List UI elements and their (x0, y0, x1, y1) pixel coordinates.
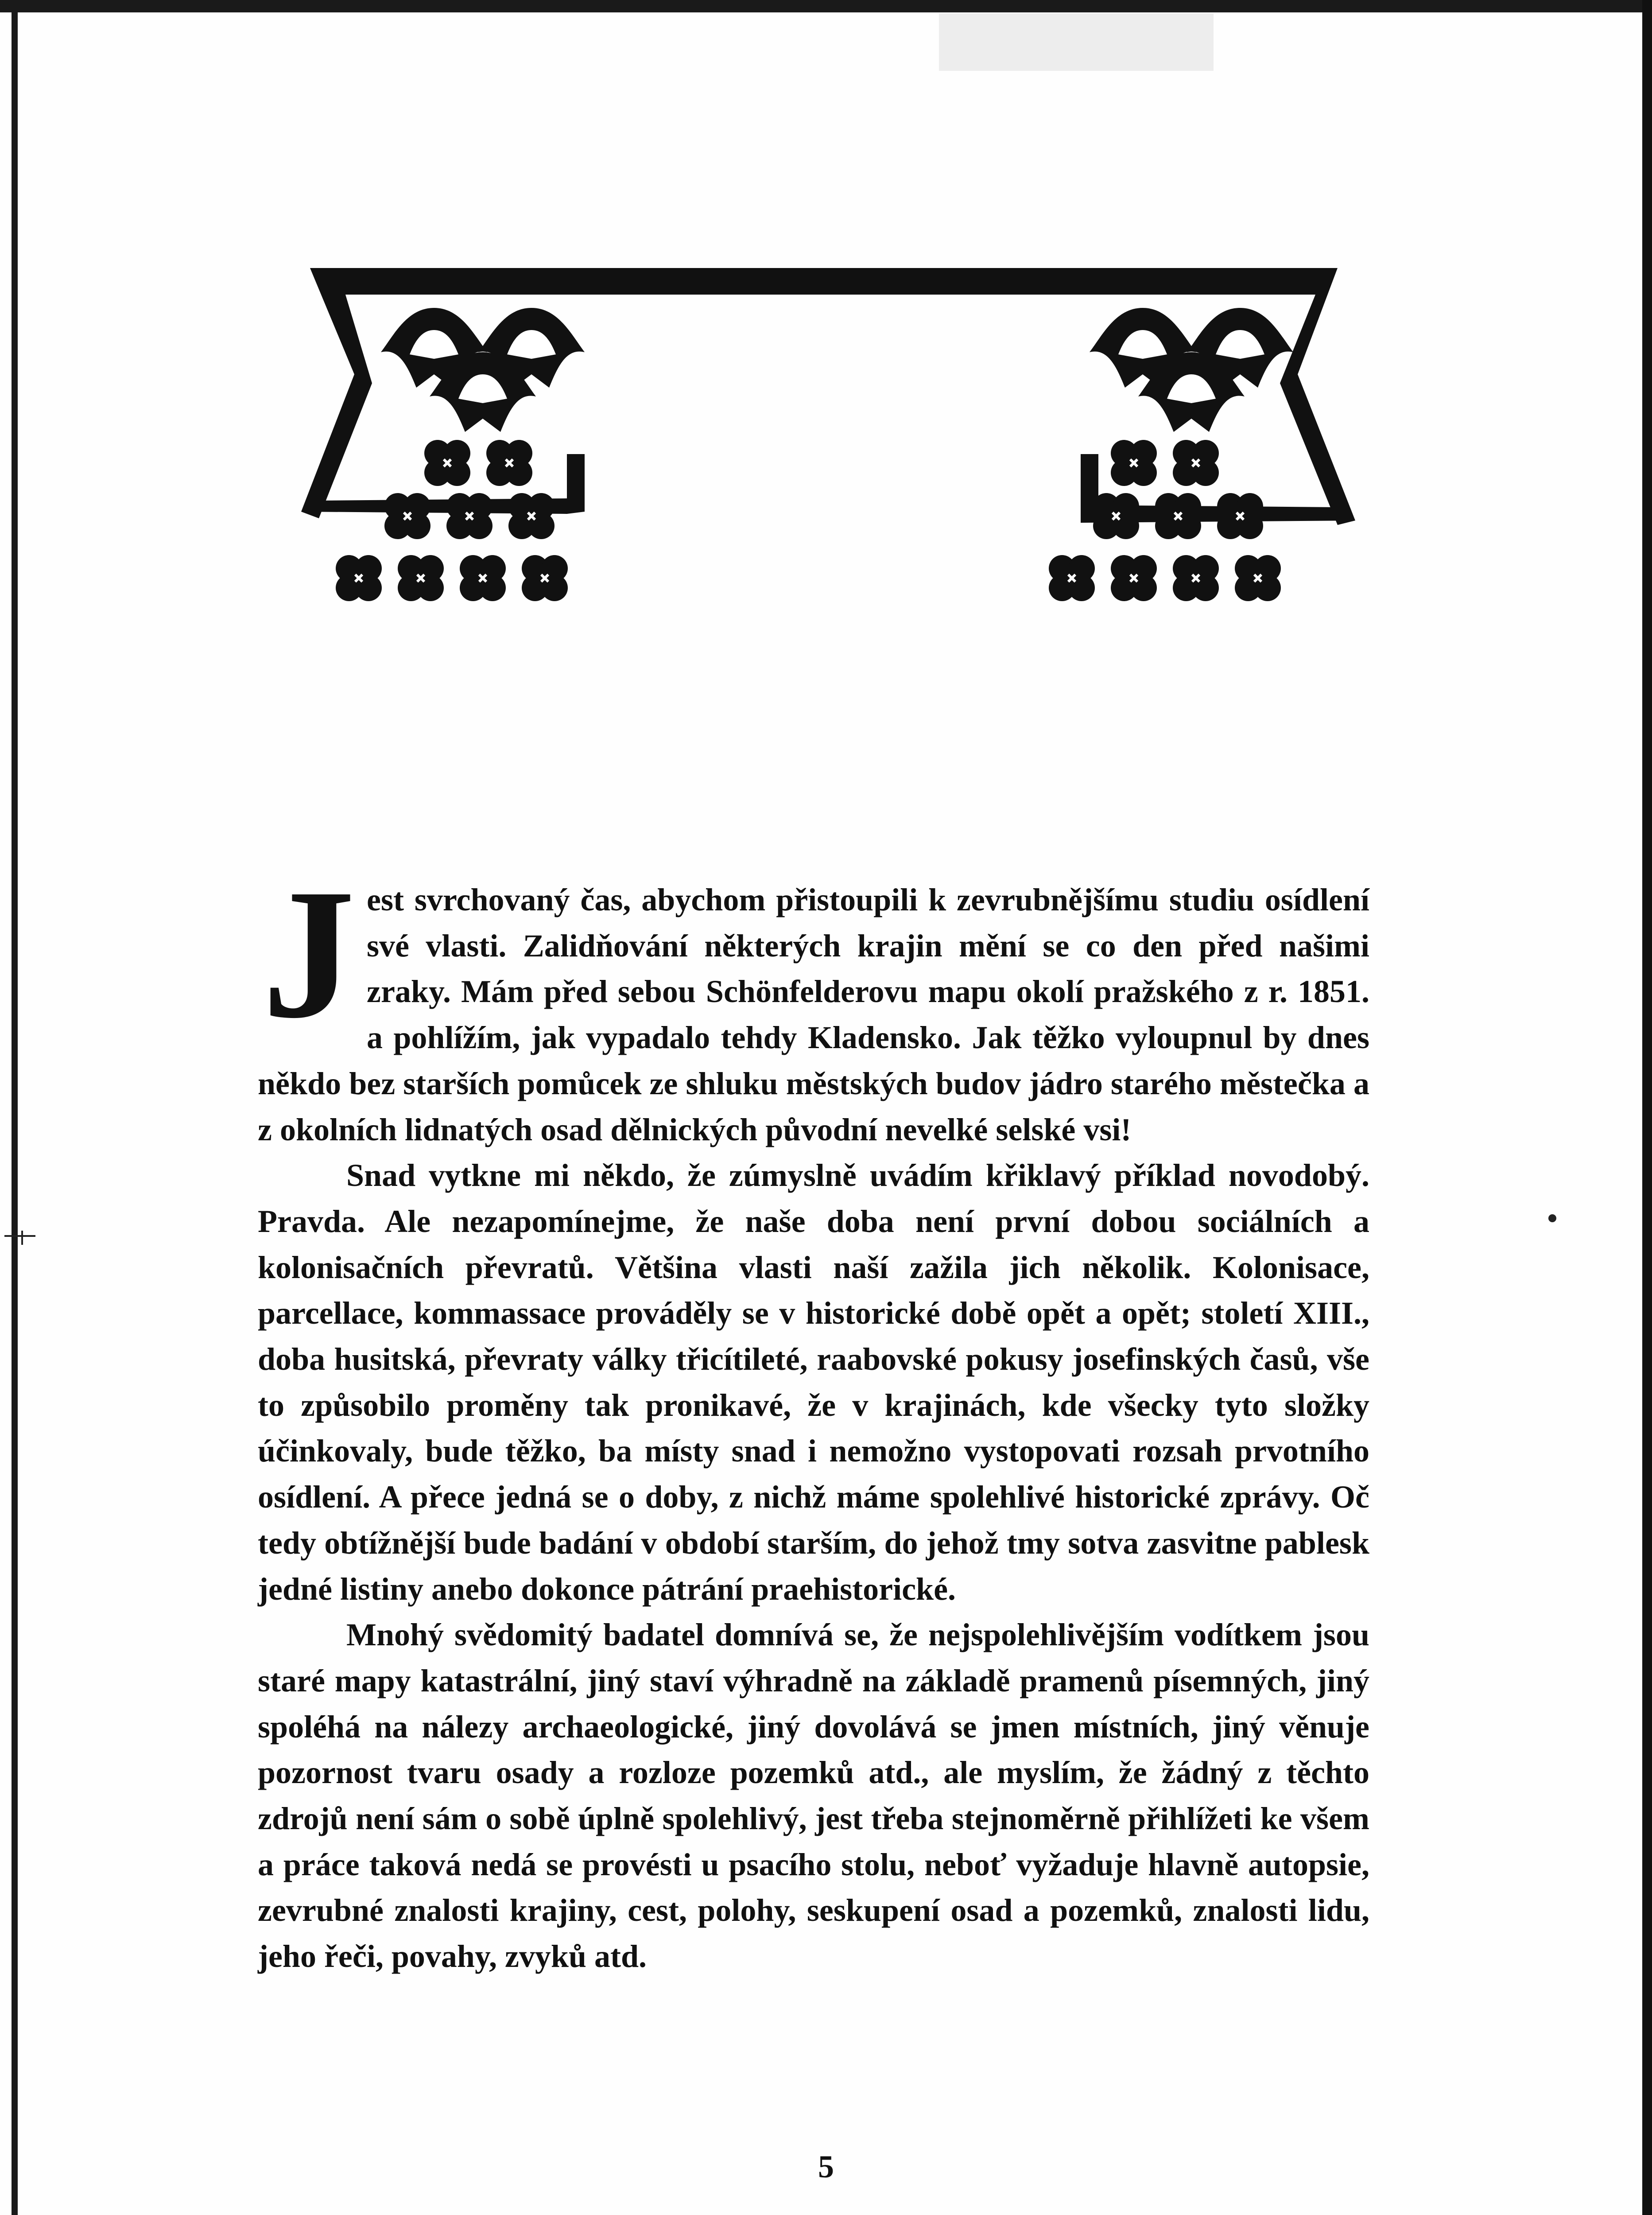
margin-dot-icon (1546, 1212, 1559, 1225)
art-nouveau-headpiece-icon (301, 259, 1373, 631)
scan-edge-right (1642, 0, 1652, 2215)
margin-mark-icon (4, 1227, 40, 1245)
paragraph-text: Mnohý svědomitý badatel domnívá se, že nejspolehlivějším vodítkem jsou staré mapy katastrální, jiný staví výhradně na základě pramenů písemných, jiný spoléhá na nálezy archaeologické, jiný dovolává se jmen místních, jiný věnuje pozornost tvaru osady a rozloze pozemků atd., ale myslím, že žádný z těchto zdrojů není sám o sobě úplně spolehlivý, jest třeba stejnoměrně přihlížeti ke všem a práce taková nedá se provésti u psacího stolu, neboť vyžaduje hlavně autopsie, zevrubné znalosti krajiny, cest, polohy, seskupení osad a pozemků, znalosti lidu, jeho řeči, povahy, zvyků atd. (258, 1617, 1369, 1974)
paragraph (258, 1153, 1369, 1612)
paragraph (258, 1612, 1369, 1980)
tape-mark (939, 13, 1214, 71)
paragraph (258, 851, 1369, 1153)
scan-edge-top (0, 0, 1652, 12)
page-number: 5 (818, 2149, 834, 2184)
scan-edge-left (12, 0, 18, 2215)
drop-cap: J (262, 851, 355, 1057)
paragraph-text: Snad vytkne mi někdo, že zúmyslně uvádím křiklavý příklad novodobý. Pravda. Ale nezapomínejme, že naše doba není první dobou sociálních a kolonisačních převratů. Většina vlasti naší zažila jich několik. Kolonisace, parcellace, kommassace prováděly se v historické době opět a opět; století XIII., doba husitská, převraty války třicítileté, raabovské pokusy josefinských časů, vše to způsobilo proměny tak pronikavé, že v krajinách, kde všecky tyto složky účinkovaly, bude těžko, ba místy snad i nemožno vystopovati rozsah prvotního osídlení. A přece jedná se o doby, z nichž máme spolehlivé historické zprávy. Oč tedy obtížnější bude badání v období starším, do jehož tmy sotva zasvitne pablesk jedné listiny anebo dokonce pátrání praehistorické. (258, 1158, 1369, 1607)
body-text (258, 851, 1369, 1980)
paragraph-text: est svrchovaný čas, abychom přistoupili k zevrubnějšímu studiu osídlení své vlasti. Zalidňování některých krajin mění se co den před našimi zraky. Mám před sebou Schönfelderovu mapu okolí pražského z r. 1851. a pohlížím, jak vypadalo tehdy Kladensko. Jak těžko vyloupnul by dnes někdo bez starších pomůcek ze shluku městských budov jádro starého městečka a z okolních lidnatých osad dělnických původní nevelké selské vsi! (258, 882, 1369, 1147)
